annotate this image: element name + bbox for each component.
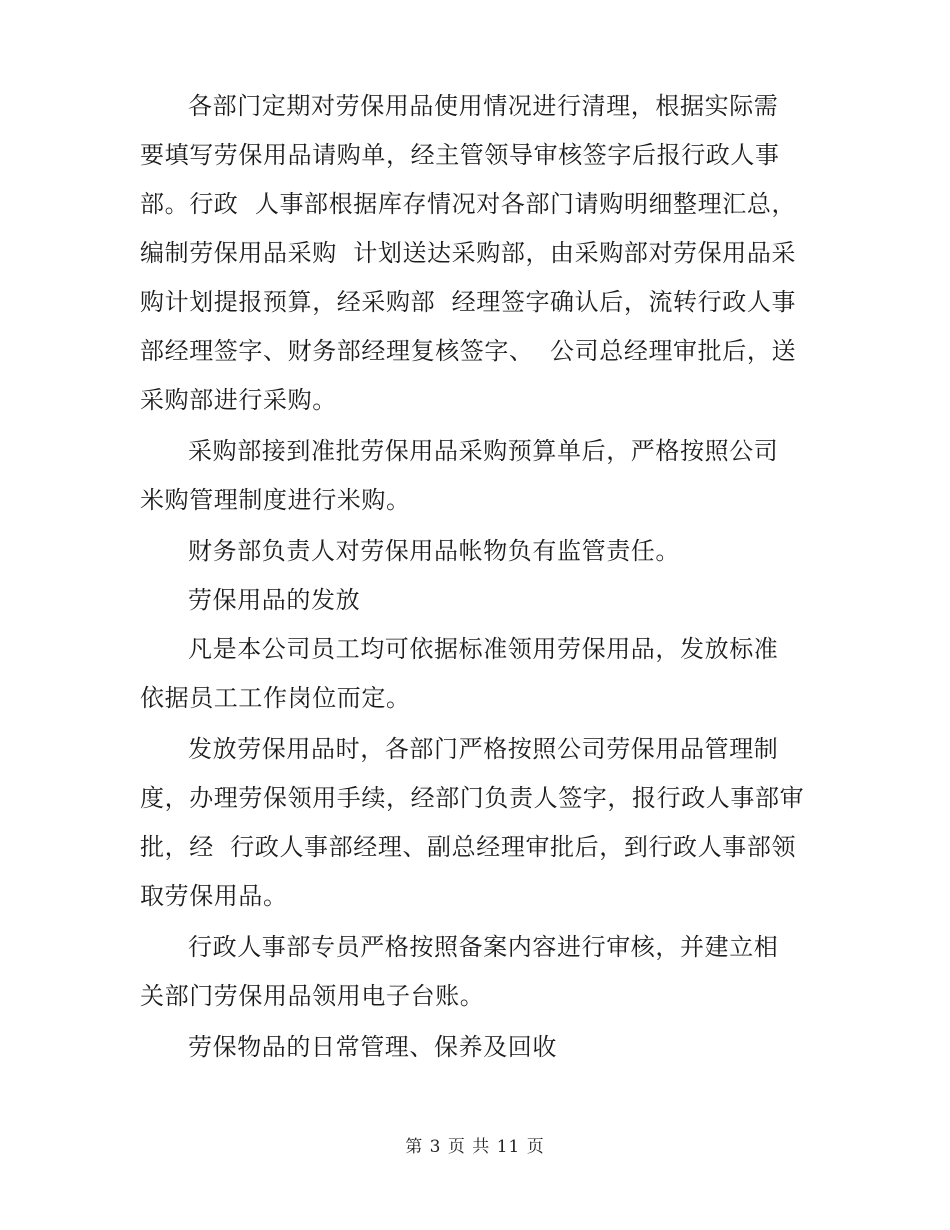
paragraph-line: 要填写劳保用品请购单，经主管领导审核签字后报行政人事 [140,141,780,169]
paragraph-first-line: 劳保用品的发放 [188,586,361,614]
page-number-footer: 第 3 页 共 11 页 [405,1137,545,1157]
paragraph-line: 部。行政 人事部根据库存情况对各部门请购明细整理汇总， [140,190,797,218]
paragraph-first-line: 发放劳保用品时，各部门严格按照公司劳保用品管理制 [188,735,779,763]
paragraph [140,576,820,625]
paragraph-line: 关部门劳保用品领用电子台账。 [140,982,485,1010]
paragraph [140,923,820,1021]
paragraph-line: 依据员工工作岗位而定。 [140,684,411,712]
paragraph-line: 批，经 行政人事部经理、副总经理审批后，到行政人事部领 [140,833,797,861]
paragraph-first-line: 财务部负责人对劳保用品帐物负有监管责任。 [188,537,680,565]
paragraph-first-line: 采购部接到准批劳保用品采购预算单后，严格按照公司 [188,437,779,465]
paragraph-line: 采购部进行采购。 [140,386,337,414]
paragraph-first-line: 劳保物品的日常管理、保养及回收 [188,1033,557,1061]
paragraph [140,725,820,921]
paragraph-line: 购计划提报预算，经采购部 经理签字确认后，流转行政人事 [140,288,797,316]
paragraph [140,427,820,525]
paragraph-line: 米购管理制度进行米购。 [140,486,411,514]
paragraph-first-line: 凡是本公司员工均可依据标准领用劳保用品，发放标准 [188,635,779,663]
paragraph-first-line: 各部门定期对劳保用品使用情况进行清理，根据实际需 [188,92,779,120]
paragraph-first-line: 行政人事部专员严格按照备案内容进行审核，并建立相 [188,933,779,961]
paragraph [140,527,820,576]
paragraph-line: 部经理签字、财务部经理复核签字、 公司总经理审批后，送 [140,337,797,365]
paragraph-line: 取劳保用品。 [140,882,288,910]
paragraph [140,1023,820,1072]
paragraph [140,625,820,723]
paragraph [140,82,820,425]
paragraph-line: 度，办理劳保领用手续，经部门负责人签字，报行政人事部审 [140,784,805,812]
paragraph-line: 编制劳保用品采购 计划送达采购部，由采购部对劳保用品采 [140,239,797,267]
document-body [140,82,820,1072]
